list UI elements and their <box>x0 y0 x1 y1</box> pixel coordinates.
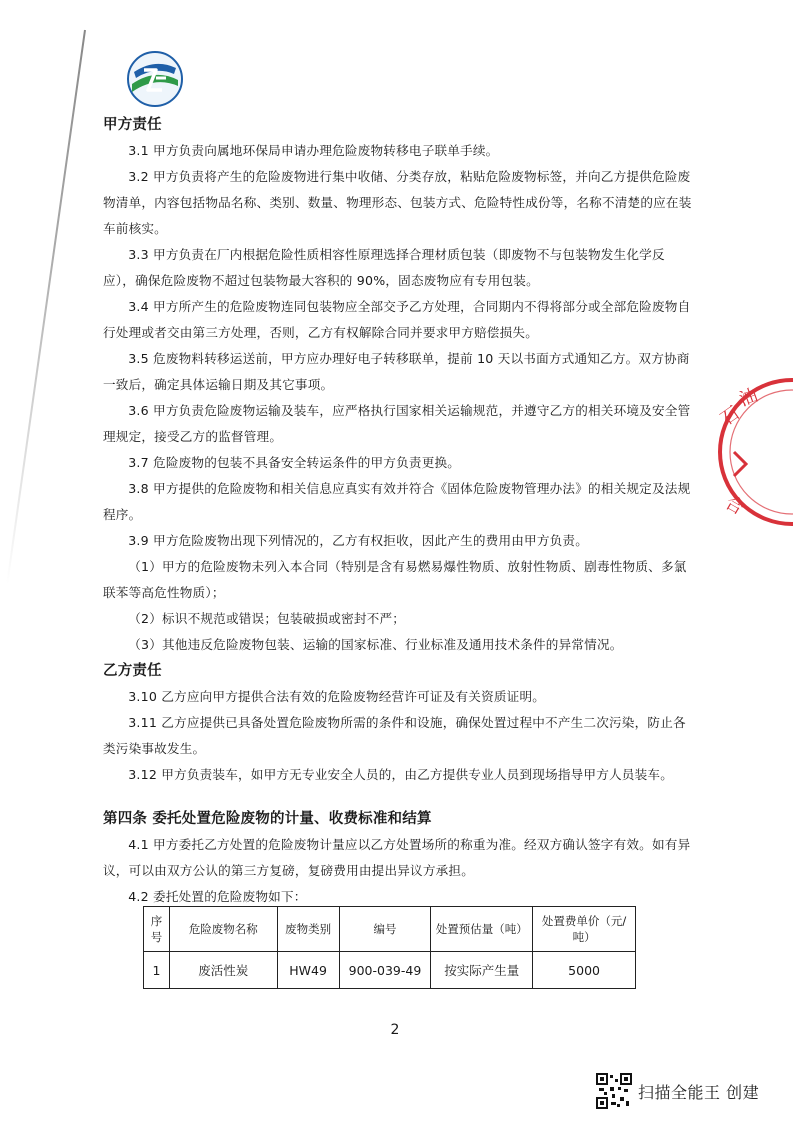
clause-4-1: 4.1 甲方委托乙方处置的危险废物计量应以乙方处置场所的称重为准。经双方确认签字有效。如有异议，可以由双方公认的第三方复磅，复磅费用由提出异议方承担。 <box>103 837 691 878</box>
svg-text:石: 石 <box>716 402 744 431</box>
table-cell: 1 <box>144 952 170 989</box>
table-header-row <box>144 907 636 952</box>
company-logo <box>126 50 184 108</box>
table-cell: 按实际产生量 <box>431 952 533 989</box>
clause-3-11: 3.11 乙方应提供已具备处置危险废物所需的条件和设施，确保处置过程中不产生二次污染，防止各类污染事故发生。 <box>103 715 686 756</box>
section-heading-party-b: 乙方责任 <box>103 663 162 679</box>
clause-3-3: 3.3 甲方负责在厂内根据危险性质相容性原理选择合理材质包装（即废物不与包装物发生化学反应），确保危险废物不超过包装物最大容积的 90%，固态废物应有专用包装。 <box>103 247 665 288</box>
clause-3-7: 3.7 危险废物的包装不具备安全转运条件的甲方负责更换。 <box>128 455 461 470</box>
clause-3-5: 3.5 危废物料转移运送前，甲方应办理好电子转移联单，提前 10 天以书面方式通知乙方。双方协商一致后，确定具体运输日期及其它事项。 <box>103 351 690 392</box>
clause-3-9: 3.9 甲方危险废物出现下列情况的，乙方有权拒收，因此产生的费用由甲方负责。 <box>128 533 589 548</box>
scan-edge-shadow <box>6 30 86 585</box>
clause-3-4: 3.4 甲方所产生的危险废物连同包装物应全部交予乙方处理，合同期内不得将部分或全部危险废物自行处理或者交由第三方处理，否则，乙方有权解除合同并要求甲方赔偿损失。 <box>103 299 691 340</box>
waste-table <box>143 906 636 989</box>
qr-code-icon <box>596 1073 632 1109</box>
table-cell: 900-039-49 <box>339 952 431 989</box>
clause-3-9-sub-2: （2）标识不规范或错误；包装破损或密封不严； <box>128 611 406 626</box>
clause-4-2: 4.2 委托处置的危险废物如下： <box>128 889 307 904</box>
article-4-heading: 第四条 委托处置危险废物的计量、收费标准和结算 <box>103 811 432 827</box>
table-cell: 废活性炭 <box>169 952 277 989</box>
table-header: 编号 <box>339 907 431 952</box>
clause-3-8: 3.8 甲方提供的危险废物和相关信息应真实有效并符合《固体危险废物管理办法》的相关规定及法规程序。 <box>103 481 691 522</box>
clause-3-2: 3.2 甲方负责将产生的危险废物进行集中收储、分类存放，粘贴危险废物标签，并向乙方提供危险废物清单，内容包括物品名称、类别、数量、物理形态、包装方式、危险特性成份等，名称不清楚的应在装车前核实。 <box>103 169 692 236</box>
table-header: 处置预估量（吨） <box>431 907 533 952</box>
table-header: 废物类别 <box>277 907 339 952</box>
section-heading-party-a: 甲方责任 <box>103 117 162 133</box>
clause-3-6: 3.6 甲方负责危险废物运输及装车，应严格执行国家相关运输规范，并遵守乙方的相关环境及安全管理规定，接受乙方的监督管理。 <box>103 403 691 444</box>
article-4 <box>103 806 693 910</box>
page-number: 2 <box>390 1022 400 1038</box>
table-header: 处置费单价（元/吨） <box>533 907 636 952</box>
scanner-watermark-text: 扫描全能王 创建 <box>638 1082 760 1102</box>
table-header: 序号 <box>144 907 170 952</box>
scanner-watermark <box>596 1072 759 1110</box>
clause-3-12: 3.12 甲方负责装车，如甲方无专业安全人员的，由乙方提供专业人员到现场指导甲方人员装车。 <box>128 767 673 782</box>
section-a <box>103 112 693 788</box>
table-row <box>144 952 636 989</box>
clause-3-9-sub-1: （1）甲方的危险废物未列入本合同（特别是含有易燃易爆性物质、放射性物质、剧毒性物质、多氯联苯等高危性物质）； <box>103 559 687 600</box>
table-cell: 5000 <box>533 952 636 989</box>
red-seal-stamp <box>712 372 793 532</box>
table-cell: HW49 <box>277 952 339 989</box>
svg-text:油: 油 <box>736 384 761 411</box>
table-header: 危险废物名称 <box>169 907 277 952</box>
clause-3-9-sub-3: （3）其他违反危险废物包装、运输的国家标准、行业标准及通用技术条件的异常情况。 <box>128 637 623 652</box>
svg-text:合: 合 <box>721 492 748 520</box>
clause-3-10: 3.10 乙方应向甲方提供合法有效的危险废物经营许可证及有关资质证明。 <box>128 689 546 704</box>
clause-3-1: 3.1 甲方负责向属地环保局申请办理危险废物转移电子联单手续。 <box>128 143 499 158</box>
